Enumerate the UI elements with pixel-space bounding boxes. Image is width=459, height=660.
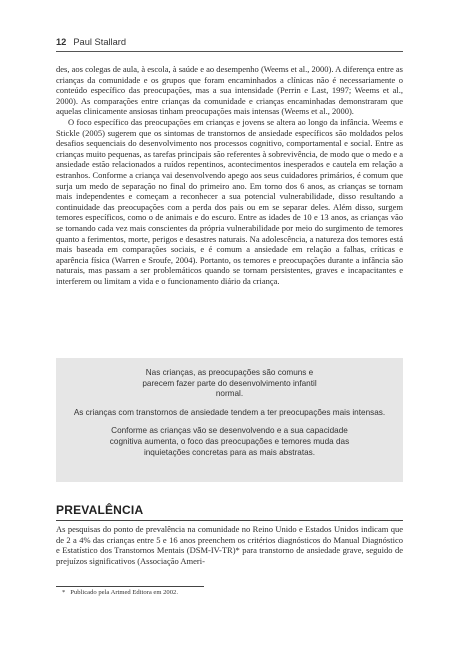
- footnote: [62, 589, 178, 596]
- body-paragraph-1: des, aos colegas de aula, à escola, à saúde e ao desempenho (Weems et al., 2000). A diferença entre as crianças da comunidade e os grupos que foram encaminhados a clínicas não é necessariamente o conteúdo específico das preocupações, mas a sua intensidade (Perrin e Last, 1997; Weems et al., 2000). As comparações entre crianças da comunidade e crianças encaminhadas demonstraram que aquelas clinicamente ansiosas tinham preocupações mais intensas (Weems et al., 2000).: [56, 64, 403, 117]
- summary-item-2: As crianças com transtornos de ansiedade tendem a ter preocupações mais intensas.: [73, 407, 386, 417]
- footnote-mark: *: [62, 589, 66, 596]
- summary-item-3: Conforme as crianças vão se desenvolvendo e a sua capacidade cognitiva aumenta, o foco das preocupações e temores muda das inquietações concretas para as mais abstratas.: [109, 426, 350, 457]
- running-header: [56, 37, 126, 47]
- summary-box: [56, 358, 403, 482]
- running-header-author: Paul Stallard: [73, 37, 127, 47]
- page-number: 12: [56, 37, 67, 47]
- section-title: PREVALÊNCIA: [56, 503, 144, 517]
- footnote-text: Publicado pela Artmed Editora em 2002.: [70, 589, 178, 596]
- summary-item-1: Nas crianças, as preocupações são comuns e parecem fazer parte do desenvolvimento infantil normal.: [142, 368, 317, 399]
- footnote-divider: [56, 586, 204, 587]
- body-paragraph-2: O foco específico das preocupações em crianças e jovens se altera ao longo da infância. Weems e Stickle (2005) sugerem que os sintomas de transtornos de ansiedade específicos são moldados pelos desafios sequenciais do desenvolvimento nos processos cognitivo, comportamental e social. Entre as crianças muito pequenas, as tarefas principais são referentes à sobrevivência, de modo que o medo e a ansiedade estão relacionados a ruídos repentinos, acontecimentos inesperados e cautela em relação a estranhos. Conforme a criança vai desenvolvendo apego aos seus cuidadores primários, é comum que surja um medo de separação no final do primeiro ano. Em torno dos 6 anos, as crianças se tornam mais independentes e começam a reconhecer a sua potencial vulnerabilidade, disso resultando a continuidade das preocupações com a perda dos pais ou em se separar deles. Além disso, surgem temores específicos, como o de animais e do escuro. Entre as idades de 10 e 13 anos, as crianças vão se tornando cada vez mais conscientes da própria vulnerabilidade por meio do surgimento de temores quanto a ferimentos, morte, perigos e desastres naturais. Na adolescência, a natureza dos temores está mais baseada em comparações sociais, e é comum a ansiedade em relação a falhas, críticas e aparência física (Warren e Sroufe, 2004). Portanto, os temores e preocupações durante a infância são naturais, mas passam a ser problemáticos quando se tornam persistentes, graves e incapacitantes e interferem ou limitam a vida e o funcionamento diário da criança.: [56, 116, 403, 286]
- body-text: [56, 64, 403, 286]
- section-divider: [56, 520, 403, 521]
- header-divider: [56, 51, 403, 52]
- section-paragraph: As pesquisas do ponto de prevalência na comunidade no Reino Unido e Estados Unidos indicam que de 2 a 4% das crianças entre 5 e 16 anos preenchem os critérios diagnósticos do Manual Diagnóstico e Estatístico dos Transtornos Mentais (DSM-IV-TR)* para transtorno de ansiedade grave, seguido de prejuízos significativos (Associação Ameri-: [56, 524, 403, 566]
- section-body: [56, 524, 403, 566]
